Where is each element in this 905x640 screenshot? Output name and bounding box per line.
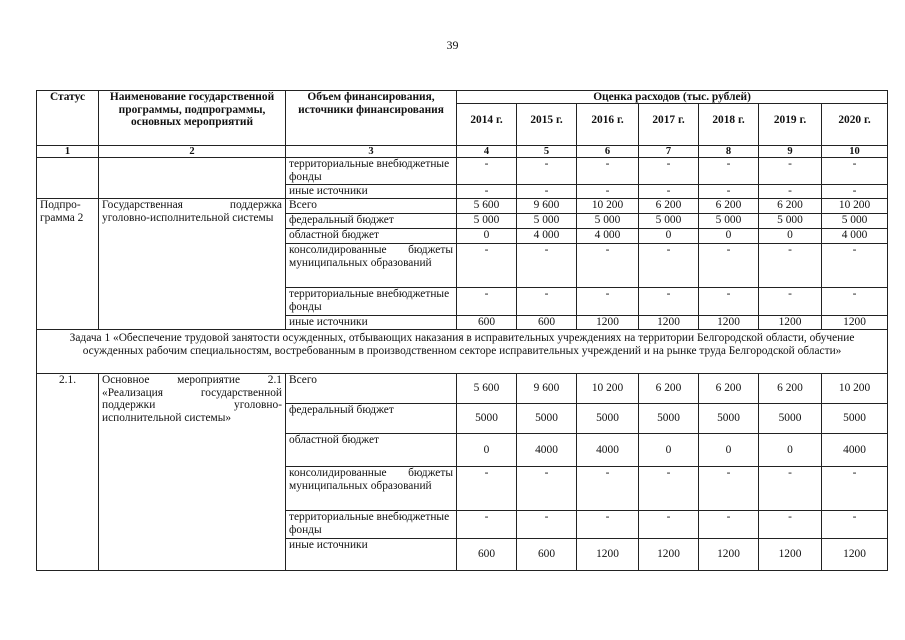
value-cell: - <box>759 467 822 511</box>
column-number: 10 <box>822 146 888 158</box>
value-cell: - <box>577 288 639 316</box>
column-number: 4 <box>457 146 517 158</box>
value-cell: 9 600 <box>517 374 577 404</box>
value-cell: 9 600 <box>517 199 577 214</box>
name-cell: Государственная поддержка уголовно-исполнительной системы <box>99 199 286 330</box>
value-cell: 6 200 <box>759 374 822 404</box>
value-cell: 1200 <box>639 316 699 330</box>
value-cell: - <box>822 158 888 185</box>
status-cell: 2.1. <box>37 374 99 571</box>
table-row <box>37 374 888 404</box>
value-cell: 1200 <box>699 539 759 571</box>
header-source: Объем финансирования, источники финансирования <box>286 91 457 146</box>
column-number: 2 <box>99 146 286 158</box>
value-cell: 600 <box>517 539 577 571</box>
header-year: 2017 г. <box>639 104 699 146</box>
status-cell: Подпро-грамма 2 <box>37 199 99 330</box>
value-cell: 5 000 <box>639 214 699 229</box>
source-cell: Всего <box>286 374 457 404</box>
column-number: 9 <box>759 146 822 158</box>
value-cell: 0 <box>699 434 759 467</box>
header-year: 2019 г. <box>759 104 822 146</box>
value-cell: - <box>699 467 759 511</box>
value-cell: 5000 <box>759 404 822 434</box>
value-cell: 5 000 <box>822 214 888 229</box>
value-cell: - <box>699 185 759 199</box>
value-cell: 4000 <box>822 434 888 467</box>
name-cell: Основное мероприятие 2.1 «Реализация государственной поддержки уголовно-исполнительной системы» <box>99 374 286 571</box>
column-number: 3 <box>286 146 457 158</box>
value-cell: - <box>699 158 759 185</box>
value-cell: - <box>699 288 759 316</box>
source-cell: консолидированные бюджеты муниципальных образований <box>286 244 457 288</box>
source-cell: областной бюджет <box>286 434 457 467</box>
source-cell: территориальные внебюджетные фонды <box>286 511 457 539</box>
value-cell: - <box>577 467 639 511</box>
value-cell: - <box>822 467 888 511</box>
value-cell: - <box>639 244 699 288</box>
value-cell: 5 000 <box>517 214 577 229</box>
value-cell: - <box>759 158 822 185</box>
table-row <box>37 158 888 185</box>
task-row <box>37 330 888 374</box>
value-cell: 5 000 <box>759 214 822 229</box>
value-cell: 5 000 <box>577 214 639 229</box>
value-cell: - <box>639 158 699 185</box>
value-cell: 5 600 <box>457 199 517 214</box>
value-cell: 6 200 <box>699 199 759 214</box>
value-cell: - <box>822 511 888 539</box>
source-cell: Всего <box>286 199 457 214</box>
header-year: 2015 г. <box>517 104 577 146</box>
header-year: 2018 г. <box>699 104 759 146</box>
value-cell: - <box>457 185 517 199</box>
header-year: 2014 г. <box>457 104 517 146</box>
column-number: 6 <box>577 146 639 158</box>
value-cell: - <box>517 244 577 288</box>
value-cell: - <box>699 511 759 539</box>
value-cell: 6 200 <box>759 199 822 214</box>
value-cell: 10 200 <box>577 374 639 404</box>
value-cell: - <box>517 288 577 316</box>
value-cell: 5 000 <box>457 214 517 229</box>
column-number: 8 <box>699 146 759 158</box>
value-cell: - <box>517 467 577 511</box>
value-cell: 5000 <box>517 404 577 434</box>
value-cell: - <box>577 158 639 185</box>
value-cell: 5 600 <box>457 374 517 404</box>
value-cell: - <box>577 511 639 539</box>
value-cell: 5 000 <box>699 214 759 229</box>
value-cell: 5000 <box>699 404 759 434</box>
value-cell: 5000 <box>822 404 888 434</box>
value-cell: 4 000 <box>822 229 888 244</box>
source-cell: иные источники <box>286 185 457 199</box>
value-cell: 4 000 <box>577 229 639 244</box>
table-row <box>37 199 888 214</box>
value-cell: 1200 <box>577 539 639 571</box>
value-cell: - <box>639 467 699 511</box>
value-cell: 1200 <box>639 539 699 571</box>
value-cell: 0 <box>639 434 699 467</box>
value-cell: 1200 <box>577 316 639 330</box>
value-cell: - <box>577 244 639 288</box>
header-year: 2016 г. <box>577 104 639 146</box>
value-cell: - <box>457 467 517 511</box>
value-cell: 0 <box>457 229 517 244</box>
value-cell: - <box>759 511 822 539</box>
value-cell: 0 <box>759 229 822 244</box>
value-cell: 1200 <box>822 539 888 571</box>
header-name: Наименование государственной программы, подпрограммы, основных мероприятий <box>99 91 286 146</box>
value-cell: 4000 <box>577 434 639 467</box>
value-cell: - <box>457 244 517 288</box>
value-cell: 1200 <box>822 316 888 330</box>
value-cell: 0 <box>639 229 699 244</box>
header-status: Статус <box>37 91 99 146</box>
value-cell: - <box>517 185 577 199</box>
header-year: 2020 г. <box>822 104 888 146</box>
source-cell: территориальные внебюджетные фонды <box>286 158 457 185</box>
source-cell: иные источники <box>286 316 457 330</box>
financing-table <box>36 90 888 571</box>
value-cell: - <box>822 244 888 288</box>
source-cell: иные источники <box>286 539 457 571</box>
source-cell: консолидированные бюджеты муниципальных образований <box>286 467 457 511</box>
column-number: 7 <box>639 146 699 158</box>
value-cell: - <box>639 288 699 316</box>
value-cell: 600 <box>457 316 517 330</box>
source-cell: областной бюджет <box>286 229 457 244</box>
source-cell: территориальные внебюджетные фонды <box>286 288 457 316</box>
value-cell: 0 <box>699 229 759 244</box>
source-cell: федеральный бюджет <box>286 214 457 229</box>
page-number: 39 <box>446 38 459 52</box>
source-cell: федеральный бюджет <box>286 404 457 434</box>
value-cell: - <box>759 244 822 288</box>
value-cell: - <box>822 185 888 199</box>
value-cell: 5000 <box>577 404 639 434</box>
column-number: 1 <box>37 146 99 158</box>
value-cell: - <box>759 185 822 199</box>
value-cell: 5000 <box>457 404 517 434</box>
value-cell: - <box>517 511 577 539</box>
value-cell: 6 200 <box>639 374 699 404</box>
value-cell: 0 <box>457 434 517 467</box>
value-cell: 6 200 <box>699 374 759 404</box>
status-cell <box>37 158 99 199</box>
header-estimate: Оценка расходов (тыс. рублей) <box>457 91 888 104</box>
value-cell: - <box>639 511 699 539</box>
value-cell: 10 200 <box>822 374 888 404</box>
value-cell: 5000 <box>639 404 699 434</box>
value-cell: - <box>822 288 888 316</box>
value-cell: 0 <box>759 434 822 467</box>
value-cell: 6 200 <box>639 199 699 214</box>
value-cell: 1200 <box>699 316 759 330</box>
value-cell: - <box>517 158 577 185</box>
value-cell: - <box>759 288 822 316</box>
value-cell: 10 200 <box>822 199 888 214</box>
value-cell: 1200 <box>759 316 822 330</box>
value-cell: - <box>577 185 639 199</box>
value-cell: 4 000 <box>517 229 577 244</box>
value-cell: 600 <box>517 316 577 330</box>
value-cell: 600 <box>457 539 517 571</box>
value-cell: - <box>457 511 517 539</box>
value-cell: - <box>639 185 699 199</box>
value-cell: 10 200 <box>577 199 639 214</box>
value-cell: - <box>457 158 517 185</box>
value-cell: - <box>699 244 759 288</box>
value-cell: - <box>457 288 517 316</box>
column-number: 5 <box>517 146 577 158</box>
name-cell <box>99 158 286 199</box>
value-cell: 4000 <box>517 434 577 467</box>
task-text: Задача 1 «Обеспечение трудовой занятости осужденных, отбывающих наказания в исправительных учреждениях на территории Белгородской области, обучение осужденных рабочим специальностям, востребованным в производственном секторе исправительных учреждений и на рынке труда Белгородской области» <box>37 330 888 374</box>
value-cell: 1200 <box>759 539 822 571</box>
